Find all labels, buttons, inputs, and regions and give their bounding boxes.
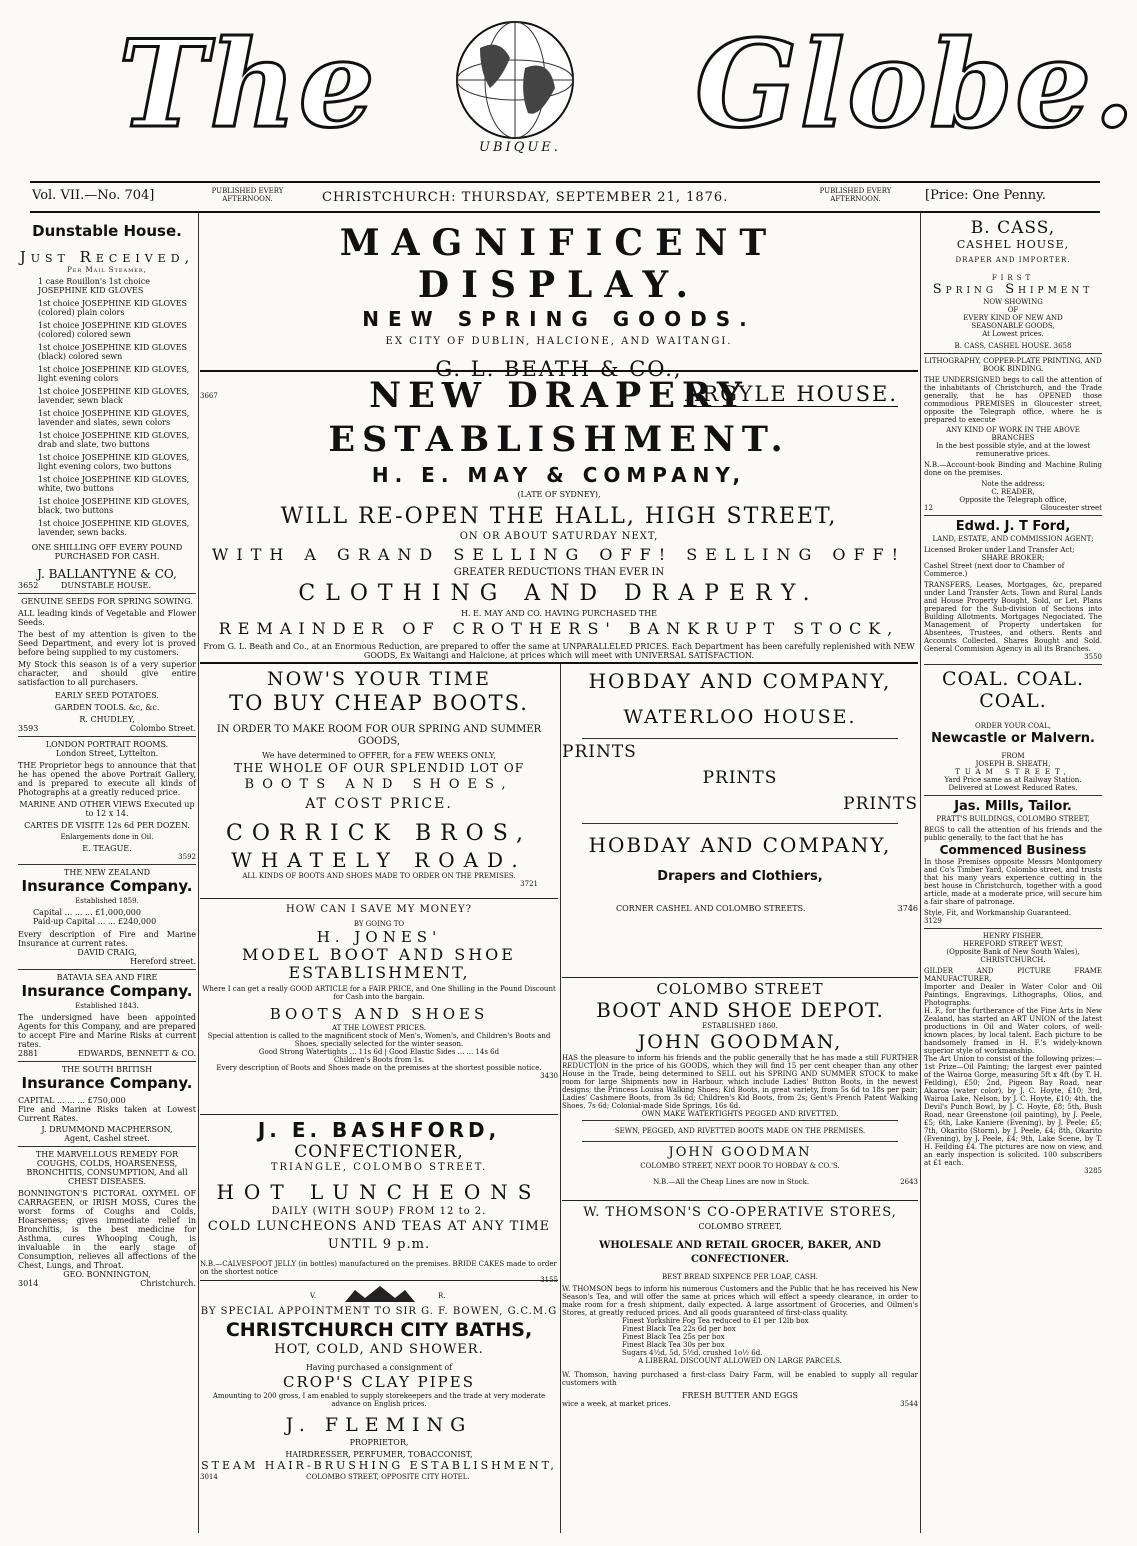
litho-best: In the best possible style, and at the lowest remunerative prices. <box>935 442 1091 458</box>
ford-sub: LAND, ESTATE, AND COMMISSION AGENT; <box>932 535 1094 543</box>
batavia-est: Established 1843. <box>75 1002 139 1010</box>
divider <box>582 1120 898 1121</box>
ad-number: 3652 <box>18 581 39 590</box>
hobday-h1: HOBDAY AND COMPANY, <box>588 669 892 693</box>
coal-line2: COAL. <box>979 690 1047 712</box>
mills-style: Style, Fit, and Workmanship Guaranteed. <box>924 909 1072 917</box>
goodman-h2: BOOT AND SHOE DEPOT. <box>596 998 884 1022</box>
ad-number: 3430 <box>540 1072 558 1080</box>
batavia-sig: EDWARDS, BENNETT & CO. <box>78 1049 196 1058</box>
dunstable-shilling: ONE SHILLING OFF EVERY POUND PURCHASED FOR CASH. <box>31 543 183 561</box>
fisher-gilder: GILDER AND PICTURE FRAME MANUFACTURER, <box>924 967 1102 983</box>
beath-ex: EX CITY OF DUBLIN, HALCIONE, AND WAITANGI. <box>385 336 733 347</box>
hobday-corner: CORNER CASHEL AND COLOMBO STREETS. <box>616 904 806 913</box>
cass-draper: DRAPER AND IMPORTER. <box>955 256 1071 264</box>
ford-share: SHARE BROKER; <box>981 554 1045 562</box>
divider <box>924 795 1102 796</box>
may-late: (LATE OF SYDNEY), <box>517 490 601 499</box>
ad-number: 3544 <box>900 1400 918 1408</box>
ad-number: 3746 <box>897 904 918 913</box>
dateline-pub-right: PUBLISHED EVERY AFTERNOON. <box>819 187 892 203</box>
thomson-butter: FRESH BUTTER AND EGGS <box>681 1391 799 1400</box>
divider <box>18 736 196 737</box>
ford-lic: Licensed Broker under Land Transfer Act; <box>924 546 1075 554</box>
tea-item: Finest Black Tea 22s 6d per box <box>622 1325 736 1333</box>
tea-item: Finest Black Tea 30s per box <box>622 1341 725 1349</box>
remedy-body: BONNINGTON'S PICTORAL OXYMEL OF CARRAGEEN, or IRISH MOSS, Cures the worst forms of Coughs and Colds, Hoarseness; gives immediate relief in Bronchitis, is the best medicine for Asthma, cures Whooping Cough, is invaluable in the early stage of Consumption, relieves all affections of the Chest, Lungs, and Throat. <box>18 1189 196 1270</box>
ford-title: Edwd. J. T Ford, <box>955 519 1071 534</box>
nz-body: Every description of Fire and Marine Insurance at current rates. <box>18 930 196 948</box>
nz-title: Insurance Company. <box>21 877 193 895</box>
divider <box>200 662 918 664</box>
thomson-street: COLOMBO STREET, <box>698 1222 782 1231</box>
glove-item: 1st choice JOSEPHINE KID GLOVES, lavender, sewn backs. <box>38 519 190 537</box>
bashford-h1: J. E. BASHFORD, <box>257 1118 501 1142</box>
sb-sig: J. DRUMMOND MACPHERSON, <box>41 1125 173 1134</box>
may-clothing: CLOTHING AND DRAPERY. <box>298 581 820 606</box>
baths-h1: CHRISTCHURCH CITY BATHS, <box>225 1319 533 1341</box>
glove-item: 1st choice JOSEPHINE KID GLOVES (colored) colored sewn <box>38 321 188 339</box>
glove-item: 1st choice JOSEPHINE KID GLOVES, light evening colors <box>38 365 190 383</box>
coal-newcastle: Newcastle or Malvern. <box>931 731 1095 746</box>
royal-r: R. <box>438 1292 446 1300</box>
seeds-footer <box>18 724 196 733</box>
ad-number: 3667 <box>200 392 218 400</box>
hobday-ad <box>562 668 918 974</box>
bashford-tri: TRIANGLE, COLOMBO STREET. <box>270 1162 488 1173</box>
divider <box>924 353 1102 354</box>
corrick-p5: AT COST PRICE. <box>305 796 453 812</box>
bashford-ad <box>200 1118 558 1284</box>
thomson-ad <box>562 1204 918 1536</box>
col1-ads <box>18 222 196 1538</box>
sb-title: Insurance Company. <box>21 1074 193 1092</box>
jones-where: Where I can get a really GOOD ARTICLE for a FAIR PRICE, and One Shilling in the Pound Discount for Cash into the bargain. <box>202 985 556 1001</box>
ad-number: 3014 <box>200 1473 218 1481</box>
royal-arms <box>200 1284 558 1306</box>
sb-capital: CAPITAL ... ... ... £750,000 <box>18 1096 126 1105</box>
batavia-footer <box>18 1049 196 1058</box>
jones-model: MODEL BOOT AND SHOE <box>242 945 516 964</box>
corrick-p2: We have determined to OFFER, for a FEW WEEKS ONLY, <box>262 751 496 760</box>
divider <box>18 1146 196 1147</box>
jones-every: Every description of Boots and Shoes made on the premises at the shortest possible notice. <box>216 1064 542 1072</box>
goodman-est: ESTABLISHED 1860. <box>702 1022 778 1030</box>
seeds-p3: My Stock this season is of a very superior character, and should give entire satisfaction to all purchasers. <box>18 660 196 687</box>
corrick-road: WHATELY ROAD. <box>231 848 527 872</box>
divider <box>562 977 918 978</box>
ad-number: 3658 <box>1053 342 1072 350</box>
remedy-footer <box>18 1279 196 1288</box>
glove-item: 1st choice JOSEPHINE KID GLOVES, black, two buttons <box>38 497 190 515</box>
jones-lowest: AT THE LOWEST PRICES. <box>331 1024 427 1032</box>
ford-body: TRANSFERS, Leases, Mortgages, &c, prepared under Land Transfer Acts. Town and Rural Lands and House Property Bought, Sold, or Let. Plans prepared for the Sub-division of Sections into Building Allotments. Mortgages Negociated. The Management of Property undertaken for Absentees, Trustees, and others. Rents and Accounts Collected. Shares Bought and Sold. General Commision Agency in all its Branches. <box>924 581 1102 653</box>
corrick-name: CORRICK BROS, <box>226 821 532 846</box>
jones-special: Special attention is called to the magnificent stock of Men's, Women's, and Children's Boots and Shoes, specially selected for the winter season. <box>207 1032 551 1048</box>
dateline-price: [Price: One Penny. <box>925 188 1046 203</box>
thomson-whole: WHOLESALE AND RETAIL GROCER, BAKER, AND CONFECTIONER. <box>599 1240 881 1265</box>
bashford-conf: CONFECTIONER, <box>294 1142 464 1162</box>
masthead-motto: UBIQUE. <box>479 140 561 155</box>
dateline-pub-left: PUBLISHED EVERY AFTERNOON. <box>211 187 284 203</box>
may-company: H. E. MAY & COMPANY, <box>371 463 747 487</box>
may-headline: NEW DRAPERY ESTABLISHMENT. <box>328 375 790 460</box>
seeds-body: ALL leading kinds of Vegetable and Flower Seeds. <box>18 609 196 627</box>
ad-number: 2643 <box>900 1178 918 1186</box>
masthead-the: The <box>118 14 377 155</box>
goodman-ad <box>562 980 918 1198</box>
glove-item: 1 case Rouillon's 1st choice JOSEPHINE KID GLOVES <box>38 277 150 295</box>
sb-pre: THE SOUTH BRITISH <box>61 1065 153 1074</box>
divider <box>18 864 196 865</box>
jones-by: BY GOING TO <box>353 920 405 928</box>
bashford-daily: DAILY (WITH SOUP) FROM 12 to 2. <box>271 1206 487 1217</box>
beath-headline: MAGNIFICENT DISPLAY. <box>339 222 779 306</box>
portrait-oil: Enlargements done in Oil. <box>60 833 154 841</box>
jones-name: H. JONES' <box>316 928 442 946</box>
dateline-vol: Vol. VII.—No. 704] <box>32 188 155 203</box>
coal-delivered: Delivered at Lowest Reduced Rates. <box>948 784 1078 792</box>
baths-hair: HAIRDRESSER, PERFUMER, TOBACCONIST, <box>285 1450 473 1459</box>
hobday-footer <box>562 904 918 913</box>
divider <box>582 823 898 824</box>
portrait-title: LONDON PORTRAIT ROOMS. <box>45 740 169 749</box>
divider <box>200 1280 558 1281</box>
fisher-city: CHRISTCHURCH. <box>980 956 1046 964</box>
glove-item: 1st choice JOSEPHINE KID GLOVES (black) colored sewn <box>38 343 188 361</box>
nz-est: Established 1859. <box>75 897 139 905</box>
jones-h1: HOW CAN I SAVE MY MONEY? <box>285 904 473 915</box>
goodman-h1: COLOMBO STREET <box>656 980 824 998</box>
coal-street: TUAM STREET, <box>955 768 1071 776</box>
dunstable-house: DUNSTABLE HOUSE. <box>60 581 151 590</box>
litho-opp: Opposite the Telegraph office, <box>959 496 1067 504</box>
portrait-cartes: CARTES DE VISITE 12s 6d PER DOZEN. <box>24 821 190 830</box>
bashford-nb: N.B.—CALVESFOOT JELLY (in bottles) manufactured on the premises. BRIDE CAKES made to order on the shortest notice <box>200 1260 557 1276</box>
hobday-h2: WATERLOO HOUSE. <box>623 706 857 728</box>
corrick-p4: BOOTS AND SHOES, <box>244 777 514 792</box>
fisher-street: HEREFORD STREET WEST, <box>962 940 1064 948</box>
coal-line1: COAL. COAL. <box>941 668 1085 690</box>
baths-amount: Amounting to 200 gross, I am enabled to supply storekeepers and the trade at very moderate advance on English prices. <box>212 1392 546 1408</box>
cass-of: OF <box>1007 306 1019 314</box>
cass-title: B. CASS, <box>970 218 1056 238</box>
corrick-p3: THE WHOLE OF OUR SPLENDID LOT OF <box>233 761 525 775</box>
nz-pre: THE NEW ZEALAND <box>64 868 150 877</box>
col-rule-3 <box>920 213 921 1533</box>
goodman-body: HAS the pleasure to inform his friends and the public generally that he has made a still FURTHER REDUCTION in the price of his GOODS, which they will find 15 per cent cheaper than any other House in the Trade, being determined to SELL out his SPRING AND SUMMER STOCK to make room for large Shipments now in Harbour, which include Ladies' Button Boots, in the newest designs; the Princess Louisa Walking Shoes; Kid Boots, in great variety, from 5s 6d to 18s per pair; Ladies' Cashmere Boots, from 3s 6d; Children's Kid Boots, from 2s; Gent's French Patent Walking Shoes, 7s 6d; Colonial-made Side Springs, 16s 6d. <box>562 1054 918 1110</box>
seeds-p2: The best of my attention is given to the Seed Department, and every lot is proved before being supplied to my customers. <box>18 630 196 657</box>
remedy-street: Christchurch. <box>140 1279 196 1288</box>
cass-now: NOW SHOWING <box>983 298 1043 306</box>
divider <box>562 1200 918 1201</box>
masthead <box>0 0 1137 175</box>
thomson-discount: A LIBERAL DISCOUNT ALLOWED ON LARGE PARCELS. <box>638 1357 842 1365</box>
goodman-sewn: SEWN, PEGGED, AND RIVETTED BOOTS MADE ON THE PREMISES. <box>614 1127 866 1135</box>
mills-title: Jas. Mills, Tailor. <box>954 799 1072 814</box>
col-rule-1 <box>198 213 199 1533</box>
coal-sig: JOSEPH B. SHEATH, <box>975 760 1051 768</box>
remedy-sig: GEO. BONNINGTON, <box>63 1270 151 1279</box>
ad-number: 3550 <box>1084 653 1102 661</box>
thomson-body: W. THOMSON begs to inform his numerous Customers and the Public that he has received his New Season's Tea, and will offer the same at prices which will effect a speedy clearance, in order to make room for a fresh shipment, daily expected. A large assortment of Groceries, and Oilmen's Stores, at greatly reduced prices. And all goods guaranteed of first-class quality. <box>562 1285 918 1317</box>
may-on: ON OR ABOUT SATURDAY NEXT, <box>459 531 659 542</box>
mills-p: In those Premises opposite Messrs Montgomery and Co's Timber Yard, Colombo street, and trusts that his many years experience cutting in the best house in Christchurch, together with a good article, made at a moderate price, will secure him a fair share of patronage. <box>924 858 1102 906</box>
thomson-dairy: W. Thomson, having purchased a first-class Dairy Farm, will be enabled to supply all regular customers with <box>562 1371 918 1387</box>
jones-boots: BOOTS AND SHOES <box>269 1005 489 1023</box>
litho-street: Gloucester street <box>1040 504 1102 512</box>
sb-agent: Agent, Cashel street. <box>64 1134 150 1143</box>
cass-seasonable: SEASONABLE GOODS, <box>971 322 1055 330</box>
may-ad <box>200 374 918 660</box>
divider <box>18 1061 196 1062</box>
goodman-name: JOHN GOODMAN, <box>637 1031 843 1053</box>
batavia-title: Insurance Company. <box>21 982 193 1000</box>
hobday-prints-2: PRINTS <box>702 768 778 788</box>
thomson-h1: W. THOMSON'S CO-OPERATIVE STORES, <box>583 1205 897 1220</box>
seeds-tools: GARDEN TOOLS. &c, &c. <box>54 703 160 712</box>
divider <box>200 1114 558 1115</box>
seeds-sig: R. CHUDLEY, <box>79 715 135 724</box>
tea-item: Sugars 4½d, 5d, 5½d, crushed 1o½ 6d. <box>622 1349 763 1357</box>
coal-order: ORDER YOUR COAL, <box>974 722 1051 730</box>
may-body: From G. L. Beath and Co., at an Enormous Reduction, are prepared to offer the same at UNPARALLELED PRICES. Each Department has been carefully replenished with NEW GOODS, Ex Waitangi and Halcione, at prices which will meet with UNIVERSAL SATISFACTION. <box>203 642 915 660</box>
baths-appt: BY SPECIAL APPOINTMENT TO SIR G. F. BOWEN, G.C.M.G <box>200 1306 558 1317</box>
goodman-street: COLOMBO STREET, NEXT DOOR TO HOBDAY & CO.'S. <box>640 1162 840 1170</box>
tea-item: Finest Yorkshire Fog Tea reduced to £1 per 12lb box <box>622 1317 809 1325</box>
beath-house: ARGYLE HOUSE. <box>685 382 898 406</box>
divider <box>18 593 196 594</box>
jones-good: Good Strong Watertights ... 11s 6d | Good Elastic Sides ... ... 14s 6d <box>258 1048 500 1056</box>
ad-number: 3285 <box>1084 1167 1102 1175</box>
ad-number: 3155 <box>540 1276 558 1284</box>
dunstable-received: Just Received, <box>19 248 195 266</box>
hobday-h3: HOBDAY AND COMPANY, <box>588 833 892 857</box>
baths-footer <box>200 1473 558 1481</box>
corrick-h1: NOW'S YOUR TIME <box>267 668 491 690</box>
portrait-loc: London Street, Lyttelton. <box>55 749 159 758</box>
thomson-footer <box>562 1400 918 1408</box>
mills-commenced: Commenced Business <box>939 843 1087 857</box>
divider <box>582 738 898 739</box>
litho-note: Note the address: <box>981 480 1045 488</box>
glove-item: 1st choice JOSEPHINE KID GLOVES, drab and slate, two buttons <box>38 431 190 449</box>
corrick-all: ALL KINDS OF BOOTS AND SHOES MADE TO ORDER ON THE PREMISES. <box>242 872 516 880</box>
litho-body: THE UNDERSIGNED begs to call the attention of the inhabitants of Christchurch, and the Trade generally, that he has OPENED those commodious PREMISES in Gloucester street, opposite the Telegraph office, where he is prepared to execute <box>924 376 1102 424</box>
cass-every: EVERY KIND OF NEW AND <box>963 314 1063 322</box>
divider <box>200 898 558 899</box>
dateline-bottom-rule <box>30 211 1100 213</box>
seeds-street: Colombo Street. <box>129 724 196 733</box>
may-reopen: WILL RE-OPEN THE HALL, HIGH STREET, <box>280 504 838 529</box>
dunstable-title: Dunstable House. <box>32 222 182 240</box>
glove-item: 1st choice JOSEPHINE KID GLOVES, white, two buttons <box>38 475 190 493</box>
fisher-title: HENRY FISHER, <box>982 932 1044 940</box>
bashford-cold: COLD LUNCHEONS AND TEAS AT ANY TIME <box>207 1219 551 1234</box>
portrait-marine: MARINE AND OTHER VIEWS Executed up to 12 x 14. <box>19 800 195 818</box>
seeds-title: GENUINE SEEDS FOR SPRING SOWING. <box>21 597 193 606</box>
ford-cashel: Cashel Street (next door to Chamber of Commerce.) <box>924 562 1065 578</box>
divider <box>200 370 918 372</box>
cass-house: CASHEL HOUSE, <box>956 238 1070 251</box>
may-grand: WITH A GRAND SELLING OFF! SELLING OFF! <box>211 545 907 564</box>
divider <box>582 1141 898 1142</box>
hobday-drapers: Drapers and Clothiers, <box>657 869 823 884</box>
dateline-city: CHRISTCHURCH: THURSDAY, SEPTEMBER 21, 1876. <box>322 190 729 205</box>
ad-number: 12 <box>924 504 933 512</box>
divider <box>924 515 1102 516</box>
glove-item: 1st choice JOSEPHINE KID GLOVES, light evening colors, two buttons <box>38 453 190 471</box>
hobday-prints-1: PRINTS <box>562 742 637 762</box>
nz-cap2: Paid-up Capital ... ... £240,000 <box>33 917 157 926</box>
cass-footer <box>924 342 1102 350</box>
dateline-top-rule <box>30 181 1100 183</box>
cass-prices: At Lowest prices. <box>982 330 1044 338</box>
ad-number: 3721 <box>520 880 538 888</box>
litho-footer <box>924 504 1102 512</box>
litho-title: LITHOGRAPHY, COPPER-PLATE PRINTING, AND BOOK BINDING. <box>924 357 1102 373</box>
may-greater: GREATER REDUCTIONS THAN EVER IN <box>453 567 665 578</box>
baths-steam: STEAM HAIR-BRUSHING ESTABLISHMENT, <box>201 1459 557 1472</box>
baths-prop: PROPRIETOR, <box>349 1438 409 1447</box>
baths-street: COLOMBO STREET, OPPOSITE CITY HOTEL. <box>306 1473 470 1481</box>
col-rule-2 <box>560 664 561 1533</box>
dunstable-mail: Per Mail Steamer, <box>67 266 147 274</box>
goodman-own: OWN MAKE WATERTIGHTS PEGGED AND RIVETTED. <box>641 1110 839 1118</box>
bashford-hot: HOT LUNCHEONS <box>216 1180 542 1204</box>
litho-any: ANY KIND OF WORK IN THE ABOVE BRANCHES <box>946 426 1080 442</box>
sb-body: Fire and Marine Risks taken at Lowest Current Rates. <box>18 1105 196 1123</box>
dunstable-footer <box>18 581 196 590</box>
dunstable-sig: J. BALLANTYNE & CO, <box>37 567 177 581</box>
mills-buildings: PRATT'S BUILDINGS, COLOMBO STREET, <box>936 815 1090 823</box>
batavia-pre: BATAVIA SEA AND FIRE <box>56 973 158 982</box>
fisher-p2: H. F., for the furtherance of the Fine Arts in New Zealand, has started an ART UNION of the latest productions in Oil and Water colors, of well-known places, by local talent. Each picture to be handsomely framed in H. F.'s widely-known superior style of workmanship. <box>924 1007 1102 1055</box>
ad-number: 3014 <box>18 1279 39 1288</box>
glove-item: 1st choice JOSEPHINE KID GLOVES, lavender and slates, sewn colors <box>38 409 190 427</box>
coal-yard: Yard Price same as at Railway Station. <box>944 776 1082 784</box>
may-remainder: REMAINDER OF CROTHERS' BANKRUPT STOCK, <box>218 619 900 638</box>
divider <box>924 928 1102 929</box>
thomson-bread: BEST BREAD SIXPENCE PER LOAF, CASH. <box>661 1273 819 1281</box>
fisher-opp: (Opposite Bank of New South Wales), <box>946 948 1080 956</box>
beath-ad <box>200 222 918 406</box>
goodman-nb: N.B.—All the Cheap Lines are now in Stock. <box>653 1178 810 1186</box>
tea-item: Finest Black Tea 25s per box <box>622 1333 725 1341</box>
corrick-h2: TO BUY CHEAP BOOTS. <box>229 691 529 715</box>
coal-from: FROM <box>1001 752 1025 760</box>
mills-body: BEGS to call the attention of his friends and the public generally, to the fact that he has <box>924 826 1102 842</box>
ad-number: 2881 <box>18 1049 39 1058</box>
litho-nb: N.B.—Account-book Binding and Machine Ruling done on the premises. <box>924 461 1102 477</box>
jones-est: ESTABLISHMENT, <box>288 963 470 982</box>
batavia-body: The undersigned have been appointed Agents for this Company, and are prepared to accept Fire and Marine Risks at current rates. <box>18 1013 196 1049</box>
baths-ad <box>200 1284 558 1536</box>
baths-hcs: HOT, COLD, AND SHOWER. <box>274 1342 484 1357</box>
bashford-until: UNTIL 9 p.m. <box>327 1237 431 1252</box>
crown-icon <box>340 1284 420 1306</box>
hobday-prints-3: PRINTS <box>843 794 918 814</box>
ad-number: 3593 <box>18 724 39 733</box>
portrait-sig: E. TEAGUE. <box>82 844 132 853</box>
glove-list <box>18 277 196 537</box>
tea-list <box>562 1317 918 1357</box>
royal-v: V. <box>310 1292 317 1300</box>
baths-crop: CROP'S CLAY PIPES <box>283 1373 475 1391</box>
corrick-ad <box>200 668 558 896</box>
jones-ad <box>200 904 558 1112</box>
nz-cap1: Capital ... ... ... £1,000,000 <box>33 908 141 917</box>
divider <box>924 664 1102 665</box>
goodman-nb-line <box>562 1178 918 1186</box>
remedy-title: THE MARVELLOUS REMEDY FOR COUGHS, COLDS, HOARSENESS, BRONCHITIS, CONSUMPTION, And all CHEST DISEASES. <box>26 1150 188 1186</box>
glove-item: 1st choice JOSEPHINE KID GLOVES, lavender, sewn black <box>38 387 190 405</box>
cass-sig: B. CASS, CASHEL HOUSE. <box>954 342 1052 350</box>
jones-children: Children's Boots from 1s. <box>333 1056 425 1064</box>
corrick-p1: IN ORDER TO MAKE ROOM FOR OUR SPRING AND SUMMER GOODS, <box>216 724 542 747</box>
may-purchased: H. E. MAY AND CO. HAVING PURCHASED THE <box>460 609 658 618</box>
nz-sig: DAVID CRAIG, <box>77 948 137 957</box>
litho-sig: C. READER, <box>991 488 1035 496</box>
ad-number: 3592 <box>178 853 196 861</box>
ad-number: 3129 <box>924 917 942 925</box>
fisher-p3: The Art Union to consist of the following prizes:—1st Prize—Oil Painting; the largest ever painted of the Wairoa Gorge, measuring 5ft x 4ft (by T. H. Feilding), £50; 2nd, Pigeon Bay Road, near Akaroa (water color), by J. C. Hoyte, £10; 3rd, Wairoa Lake, Nelson, by J. C. Hoyte, £10; 4th, the Devil's Punch Bowl, by J. C. Hoyte, £8; 5th, Bush Road, near Greenstone (oil painting), by J. Peele, £5; 6th, Lake Kaniere (Evening), by J. Peele; £5; 7th, Okarito (Storm), by J. Peele, £4; 8th, Okarito (Evening), by J. Peele, £4; 9th, Lake Scene, by T. H. Feilding £4. The pictures are now on view, and an early inspection is solicited. 100 subscribers at £1 each. <box>924 1055 1102 1167</box>
goodman-name2: JOHN GOODMAN <box>668 1145 812 1160</box>
beath-sig: G. L. BEATH & CO., <box>435 357 683 381</box>
divider <box>18 969 196 970</box>
seeds-potatoes: EARLY SEED POTATOES. <box>54 691 160 700</box>
col4-ads <box>924 218 1102 1536</box>
beath-spring: NEW SPRING GOODS. <box>362 307 756 331</box>
thomson-week: wice a week, at market prices. <box>562 1400 671 1408</box>
glove-item: 1st choice JOSEPHINE KID GLOVES (colored) plain colors <box>38 299 188 317</box>
masthead-globe: Globe. <box>695 14 1137 155</box>
cass-first: FIRST <box>991 274 1035 282</box>
nz-street: Hereford street. <box>130 957 196 966</box>
cass-shipment: Spring Shipment <box>932 282 1094 297</box>
baths-name: J. FLEMING <box>285 1414 473 1436</box>
portrait-body: THE Proprietor begs to announce that that he has opened the above Portrait Gallery, and is prepared to execute all kinds of Photographs at a greatly reduced price. <box>18 761 196 797</box>
fisher-body: Importer and Dealer in Water Color and Oil Paintings, Engravings, Lithographs, Olios, and Photographs. <box>924 983 1102 1007</box>
baths-having: Having purchased a consignment of <box>305 1363 453 1372</box>
